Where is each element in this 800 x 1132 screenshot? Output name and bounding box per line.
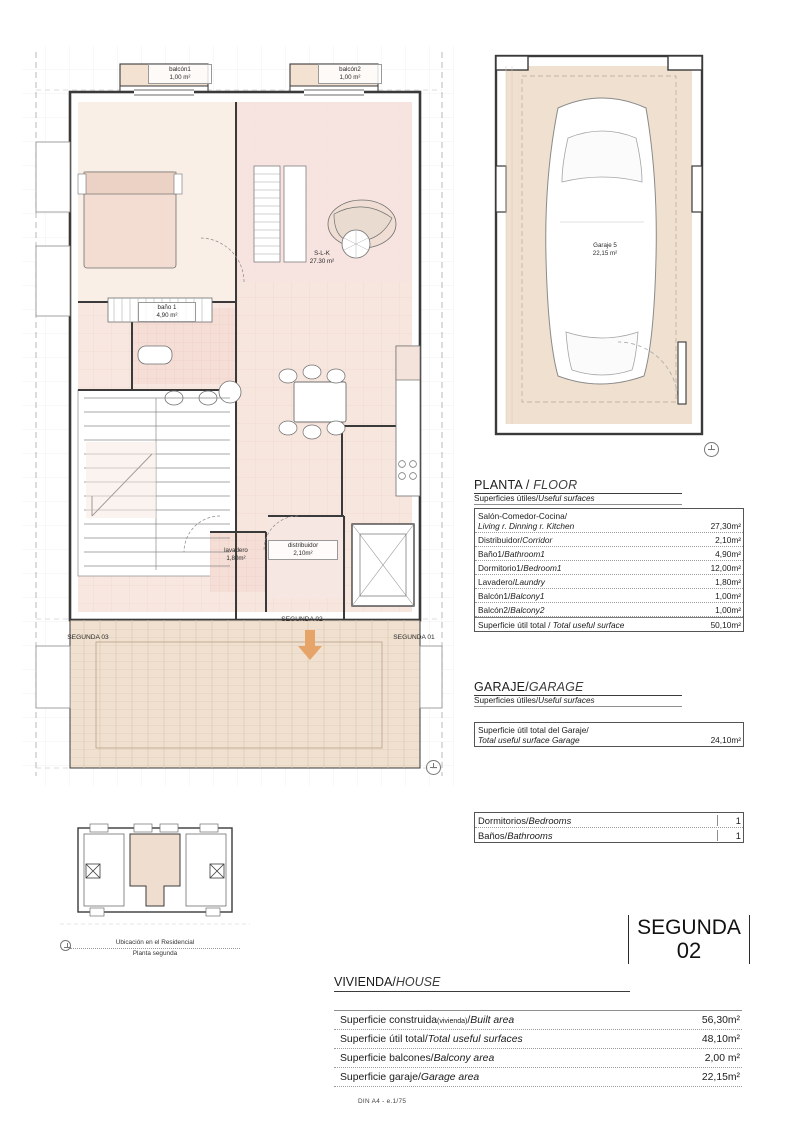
floor-plan-svg (22, 46, 454, 786)
table-row: Baño1/Bathroom1 4,90m² (475, 547, 743, 561)
north-compass-icon-garage (704, 442, 719, 457)
table-row: Baños/Bathrooms 1 (478, 829, 741, 841)
room-label-distribuidor: distribuidor 2,10m² (268, 540, 338, 560)
table-row: Lavadero/Laundry 1,80m² (475, 575, 743, 589)
garage-table-subtitle: Superficies útiles/Useful surfaces (474, 696, 682, 707)
room-label-garaje5: Garaje 5 22,15 m² (592, 242, 618, 258)
garage-surfaces-table (474, 680, 682, 709)
table-row: Dormitorio1/Bedroom1 12,00m² (475, 561, 743, 575)
room-label-slk: S-L-K 27.30 m² (309, 250, 335, 266)
table-row-total: Superficie útil total / Total useful surface 50,10m² (475, 617, 743, 631)
floor-surfaces-rows (474, 508, 744, 632)
north-compass-icon (426, 760, 441, 775)
garage-surfaces-rows (474, 722, 744, 747)
table-row: Superficie construida(vivienda)/Built area 56,30m² (334, 1010, 742, 1030)
table-row: Distribuidor/Corridor 2,10m² (475, 533, 743, 547)
unit-title-line1: SEGUNDA (637, 916, 741, 939)
table-row: Balcón2/Balcony2 1,00m² (475, 603, 743, 617)
floor-table-title: PLANTA / FLOOR (474, 478, 682, 494)
table-row: Superficie garaje/Garage area 22,15m² (334, 1068, 742, 1087)
room-counts-table (474, 812, 744, 843)
room-label-balcon1: balcón1 1,00 m² (148, 64, 212, 84)
key-plan-caption-line2: Planta segunda (132, 950, 178, 958)
scale-note: DIN A4 - e.1/75 (358, 1098, 407, 1105)
table-row: Superficie útil total del Garaje/ Total useful surface Garage 24,10m² (478, 724, 741, 745)
house-table-title: VIVIENDA/HOUSE (334, 975, 630, 992)
unit-tag-segunda-03: SEGUNDA 03 (67, 634, 109, 641)
room-label-lavadero: lavadero 1,80m² (224, 547, 248, 563)
garage-plan-drawing (482, 46, 722, 466)
unit-tag-segunda-01: SEGUNDA 01 (393, 634, 435, 641)
key-plan-caption (70, 938, 240, 959)
room-label-bano1: baño 1 4,90 m² (138, 302, 196, 322)
unit-tag-segunda-02: SEGUNDA 02 (281, 616, 323, 623)
table-row: Dormitorios/Bedrooms 1 (475, 813, 743, 828)
unit-title-line2: 02 (676, 938, 702, 964)
floor-plan-drawing (22, 46, 454, 786)
table-row: Superficie balcones/Balcony area 2,00 m² (334, 1049, 742, 1068)
room-label-balcon2: balcón2 1,00 m² (318, 64, 382, 84)
key-plan-caption-line1: Ubicación en el Residencial (70, 938, 240, 949)
garage-table-title: GARAJE/GARAGE (474, 680, 682, 696)
table-row: Balcón1/Balcony1 1,00m² (475, 589, 743, 603)
table-row: Superficie útil total/Total useful surfaces 48,10m² (334, 1030, 742, 1049)
floor-table-subtitle: Superficies útiles/Useful surfaces (474, 494, 682, 505)
house-summary-table (334, 1010, 742, 1087)
floor-surfaces-table (474, 478, 682, 507)
unit-title (628, 915, 750, 964)
table-row: Salón-Comedor-Cocina/ Living r. Dinning r. Kitchen 27,30m² (475, 509, 743, 533)
key-plan-svg (60, 820, 250, 940)
north-compass-icon-keyplan (60, 940, 71, 951)
